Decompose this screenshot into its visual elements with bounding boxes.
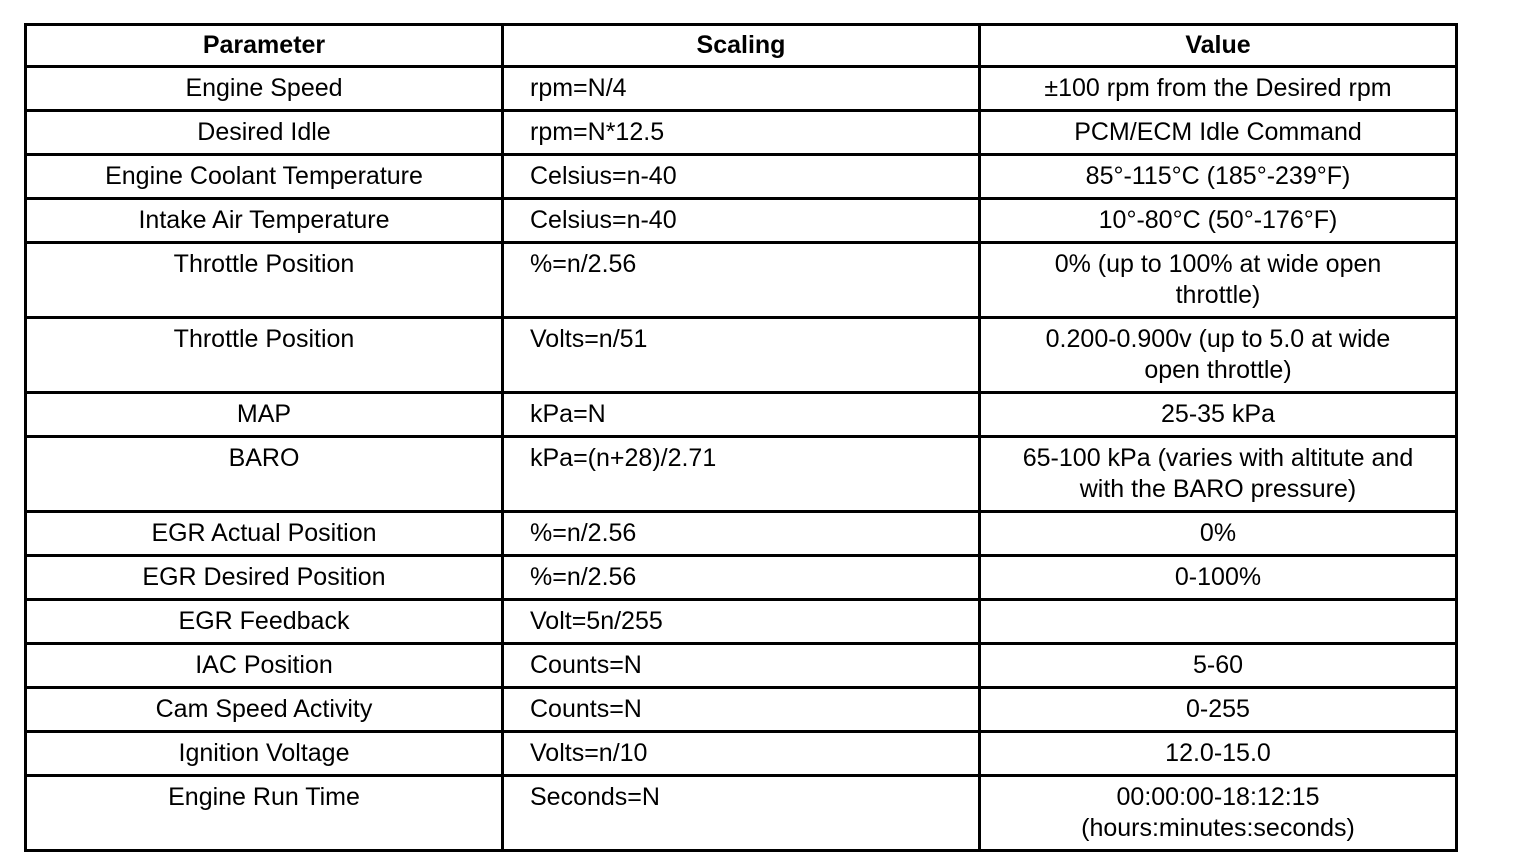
parameter-cell: Engine Speed: [26, 67, 503, 111]
scaling-cell: Volts=n/51: [503, 318, 980, 393]
value-cell: 65-100 kPa (varies with altitute and with the BARO pressure): [980, 437, 1457, 512]
table-row: [26, 243, 1457, 318]
table-row: [26, 512, 1457, 556]
parameter-cell: Throttle Position: [26, 243, 503, 318]
parameter-cell: BARO: [26, 437, 503, 512]
parameter-cell: Intake Air Temperature: [26, 199, 503, 243]
value-cell: 5-60: [980, 644, 1457, 688]
parameter-cell: MAP: [26, 393, 503, 437]
table-row: [26, 111, 1457, 155]
scaling-cell: kPa=(n+28)/2.71: [503, 437, 980, 512]
parameter-cell: EGR Feedback: [26, 600, 503, 644]
scaling-cell: Volts=n/10: [503, 732, 980, 776]
scaling-cell: %=n/2.56: [503, 556, 980, 600]
scaling-cell: rpm=N*12.5: [503, 111, 980, 155]
value-cell: 10°-80°C (50°-176°F): [980, 199, 1457, 243]
parameter-table: [24, 23, 1458, 852]
table-body: [26, 67, 1457, 851]
table-row: [26, 776, 1457, 851]
value-cell: 25-35 kPa: [980, 393, 1457, 437]
table-row: [26, 393, 1457, 437]
value-cell: 12.0-15.0: [980, 732, 1457, 776]
value-cell: [980, 600, 1457, 644]
value-cell: ±100 rpm from the Desired rpm: [980, 67, 1457, 111]
parameter-cell: IAC Position: [26, 644, 503, 688]
table-row: [26, 199, 1457, 243]
table-row: [26, 600, 1457, 644]
scaling-cell: Seconds=N: [503, 776, 980, 851]
parameter-cell: Cam Speed Activity: [26, 688, 503, 732]
table-row: [26, 556, 1457, 600]
scaling-cell: %=n/2.56: [503, 512, 980, 556]
table-row: [26, 67, 1457, 111]
parameter-cell: Desired Idle: [26, 111, 503, 155]
scaling-cell: Counts=N: [503, 688, 980, 732]
scaling-cell: Counts=N: [503, 644, 980, 688]
table-row: [26, 155, 1457, 199]
parameter-cell: Engine Coolant Temperature: [26, 155, 503, 199]
parameter-cell: Ignition Voltage: [26, 732, 503, 776]
parameter-cell: EGR Actual Position: [26, 512, 503, 556]
table-row: [26, 732, 1457, 776]
scaling-cell: Celsius=n-40: [503, 199, 980, 243]
value-cell: 85°-115°C (185°-239°F): [980, 155, 1457, 199]
header-value: Value: [980, 25, 1457, 67]
table-row: [26, 318, 1457, 393]
value-cell: 0.200-0.900v (up to 5.0 at wide open throttle): [980, 318, 1457, 393]
table-row: [26, 437, 1457, 512]
table-row: [26, 644, 1457, 688]
scaling-cell: Celsius=n-40: [503, 155, 980, 199]
value-cell: 0-100%: [980, 556, 1457, 600]
parameter-cell: EGR Desired Position: [26, 556, 503, 600]
value-cell: 0%: [980, 512, 1457, 556]
scaling-cell: Volt=5n/255: [503, 600, 980, 644]
scaling-cell: kPa=N: [503, 393, 980, 437]
value-cell: 0-255: [980, 688, 1457, 732]
value-cell: PCM/ECM Idle Command: [980, 111, 1457, 155]
value-cell: 0% (up to 100% at wide open throttle): [980, 243, 1457, 318]
value-cell: 00:00:00-18:12:15 (hours:minutes:seconds): [980, 776, 1457, 851]
parameter-cell: Throttle Position: [26, 318, 503, 393]
parameter-cell: Engine Run Time: [26, 776, 503, 851]
table-row: [26, 688, 1457, 732]
scaling-cell: rpm=N/4: [503, 67, 980, 111]
header-parameter: Parameter: [26, 25, 503, 67]
scaling-cell: %=n/2.56: [503, 243, 980, 318]
header-row: [26, 25, 1457, 67]
header-scaling: Scaling: [503, 25, 980, 67]
